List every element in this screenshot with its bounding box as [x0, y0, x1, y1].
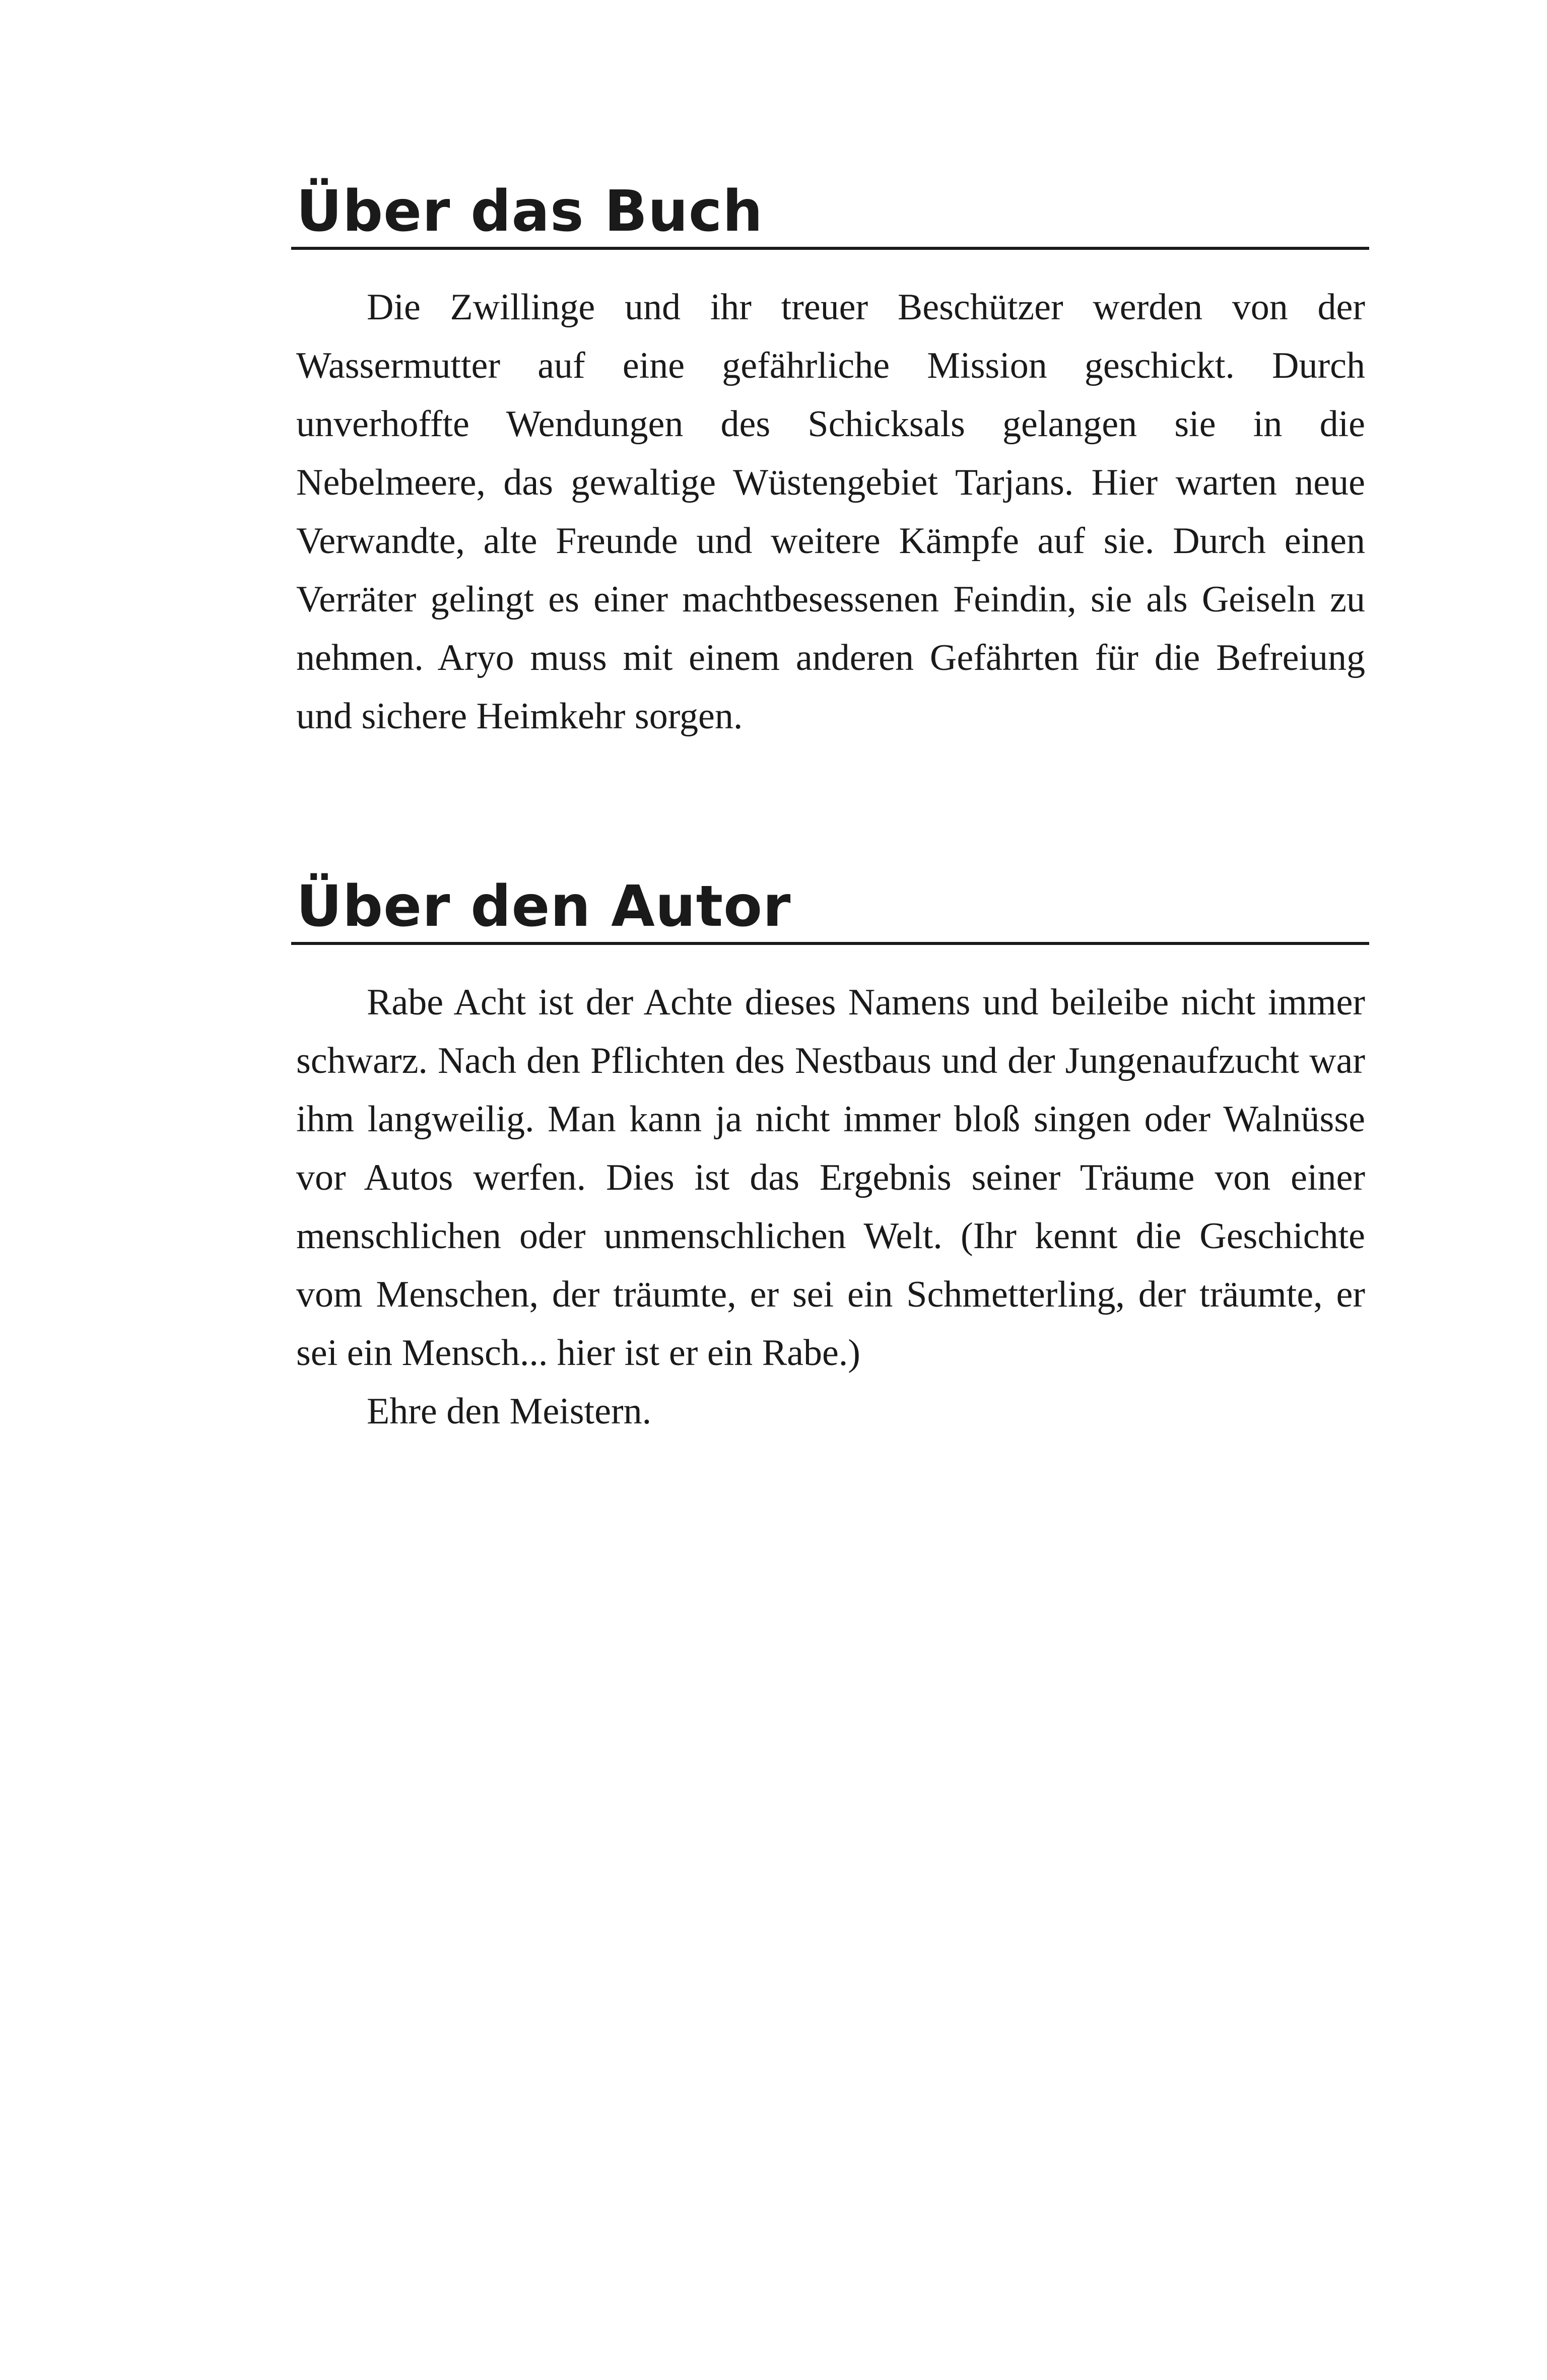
about-book-heading: Über das Buch: [296, 179, 763, 244]
about-book-section: [291, 176, 1369, 745]
about-author-closing-line: Ehre den Meistern.: [367, 1391, 652, 1432]
about-book-paragraph: Die Zwillinge und ihr treuer Beschützer werden von der Wassermutter auf eine gefährliche Mission geschickt. Durch unverhoffte Wendungen des Schicksals gelangen sie in die Nebelmeere, das gewaltige Wüstengebiet Tarjans. Hier warten neue Verwandte, alte Freunde und weitere Kämpfe auf sie. Durch einen Verräter gelingt es einer machtbesessenen Feindin, sie als Geiseln zu nehmen. Aryo muss mit einem anderen Gefährten für die Befreiung und sichere Heimkehr sorgen.: [296, 287, 1365, 737]
about-author-paragraph: Rabe Acht ist der Achte dieses Namens und beileibe nicht immer schwarz. Nach den Pflichten des Nestbaus und der Jungenaufzucht war ihm langweilig. Man kann ja nicht immer bloß singen oder Walnüsse vor Autos werfen. Dies ist das Ergebnis seiner Träume von einer menschlichen oder unmenschlichen Welt. (Ihr kennt die Geschichte vom Menschen, der träumte, er sei ein Schmetterling, der träumte, er sei ein Mensch... hier ist er ein Rabe.): [296, 982, 1365, 1374]
about-author-heading: Über den Autor: [296, 874, 791, 939]
about-author-section: [291, 871, 1369, 1441]
heading-rule: [291, 942, 1369, 945]
heading-rule: [291, 247, 1369, 250]
